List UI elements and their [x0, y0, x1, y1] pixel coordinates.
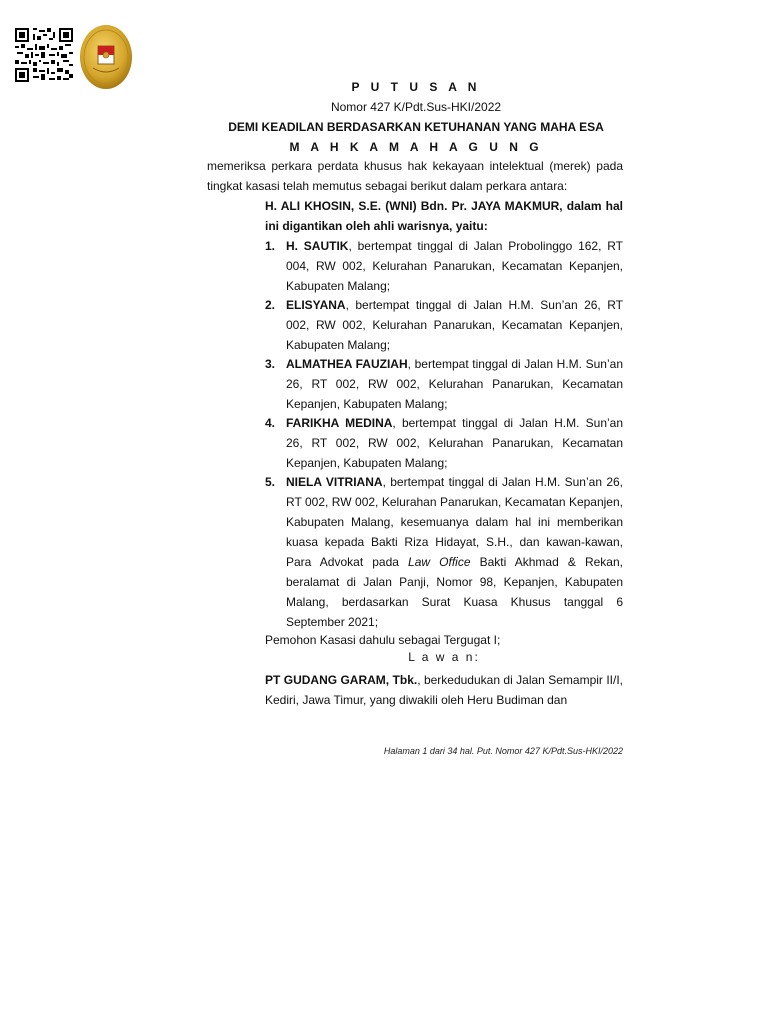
heir-address: , bertempat tinggal di Jalan H.M. Sun’an 26, RT 002, RW 002, Kelurahan Panarukan, Kecamatan Kepanjen, Kabupaten Malang; [286, 298, 623, 352]
document-title: P U T U S A N [351, 80, 481, 94]
heir-name: ELISYANA [286, 298, 346, 312]
party-1 [265, 196, 623, 236]
court-name: M A H K A M A H A G U N G [289, 140, 543, 154]
heir-item [265, 236, 623, 296]
party-2-description: , berkedudukan di Jalan Semampir II/I, Kediri, Jawa Timur, yang diwakili oleh Heru Budiman dan [265, 673, 623, 707]
heir-number: 4. [265, 416, 276, 430]
heir-number: 5. [265, 475, 276, 489]
heir-address: , bertempat tinggal di Jalan H.M. Sun’an 26, RT 002, RW 002, Kelurahan Panarukan, Kecamatan Kepanjen, Kabupaten Malang; [286, 357, 623, 411]
heir-item [265, 295, 623, 355]
heir-name: ALMATHEA FAUZIAH [286, 357, 408, 371]
invocation: DEMI KEADILAN BERDASARKAN KETUHANAN YANG MAHA ESA [228, 120, 604, 134]
party-1-description: , dalam hal ini digantikan oleh ahli warisnya, yaitu: [265, 199, 623, 233]
lawan-heading: L a w a n: [408, 650, 480, 664]
heir-item [265, 354, 623, 414]
party-2 [265, 670, 623, 710]
heir-number: 3. [265, 357, 276, 371]
heir-address: , bertempat tinggal di Jalan Probolinggo 162, RT 004, RW 002, Kelurahan Panarukan, Kecamatan Kepanjen, Kabupaten Malang; [286, 239, 623, 293]
mahkamah-agung-emblem-icon [79, 24, 133, 90]
heir-item [265, 413, 623, 473]
heir-name: H. SAUTIK [286, 239, 349, 253]
heir-number: 1. [265, 239, 276, 253]
law-office-label: Law Office [408, 555, 471, 569]
heir-address: , bertempat tinggal di Jalan H.M. Sun’an 26, RT 002, RW 002, Kelurahan Panarukan, Kecamatan Kepanjen, Kabupaten Malang; [286, 416, 624, 470]
party-1-name: H. ALI KHOSIN, S.E. (WNI) Bdn. Pr. JAYA MAKMUR [265, 199, 560, 213]
heir-item [265, 472, 623, 632]
intro-paragraph: memeriksa perkara perdata khusus hak kekayaan intelektual (merek) pada tingkat kasasi telah memutus sebagai berikut dalam perkara antara: [207, 159, 623, 193]
page-footer: Halaman 1 dari 34 hal. Put. Nomor 427 K/Pdt.Sus-HKI/2022 [383, 746, 623, 756]
heir-name: FARIKHA MEDINA [286, 416, 393, 430]
heir-address-cont: Bakti Akhmad & Rekan, beralamat di Jalan Panji, Nomor 98, Kepanjen, Kabupaten Malang, berdasarkan Surat Kuasa Khusus tanggal 6 September 2021; [286, 555, 623, 629]
heir-address: , bertempat tinggal di Jalan H.M. Sun’an 26, RT 002, RW 002, Kelurahan Panarukan, Kecamatan Kepanjen, Kabupaten Malang, kesemuanya dalam hal ini memberikan kuasa kepada Bakti Riza Hidayat, S.H., dan kawan-kawan, Para Advokat pada [286, 475, 624, 569]
case-number: Nomor 427 K/Pdt.Sus-HKI/2022 [330, 100, 502, 114]
qr-code-icon [15, 28, 73, 82]
heir-name: NIELA VITRIANA [286, 475, 383, 489]
heir-number: 2. [265, 298, 276, 312]
pemohon-line: Pemohon Kasasi dahulu sebagai Tergugat I; [265, 633, 501, 647]
party-2-name: PT GUDANG GARAM, Tbk. [265, 673, 418, 687]
